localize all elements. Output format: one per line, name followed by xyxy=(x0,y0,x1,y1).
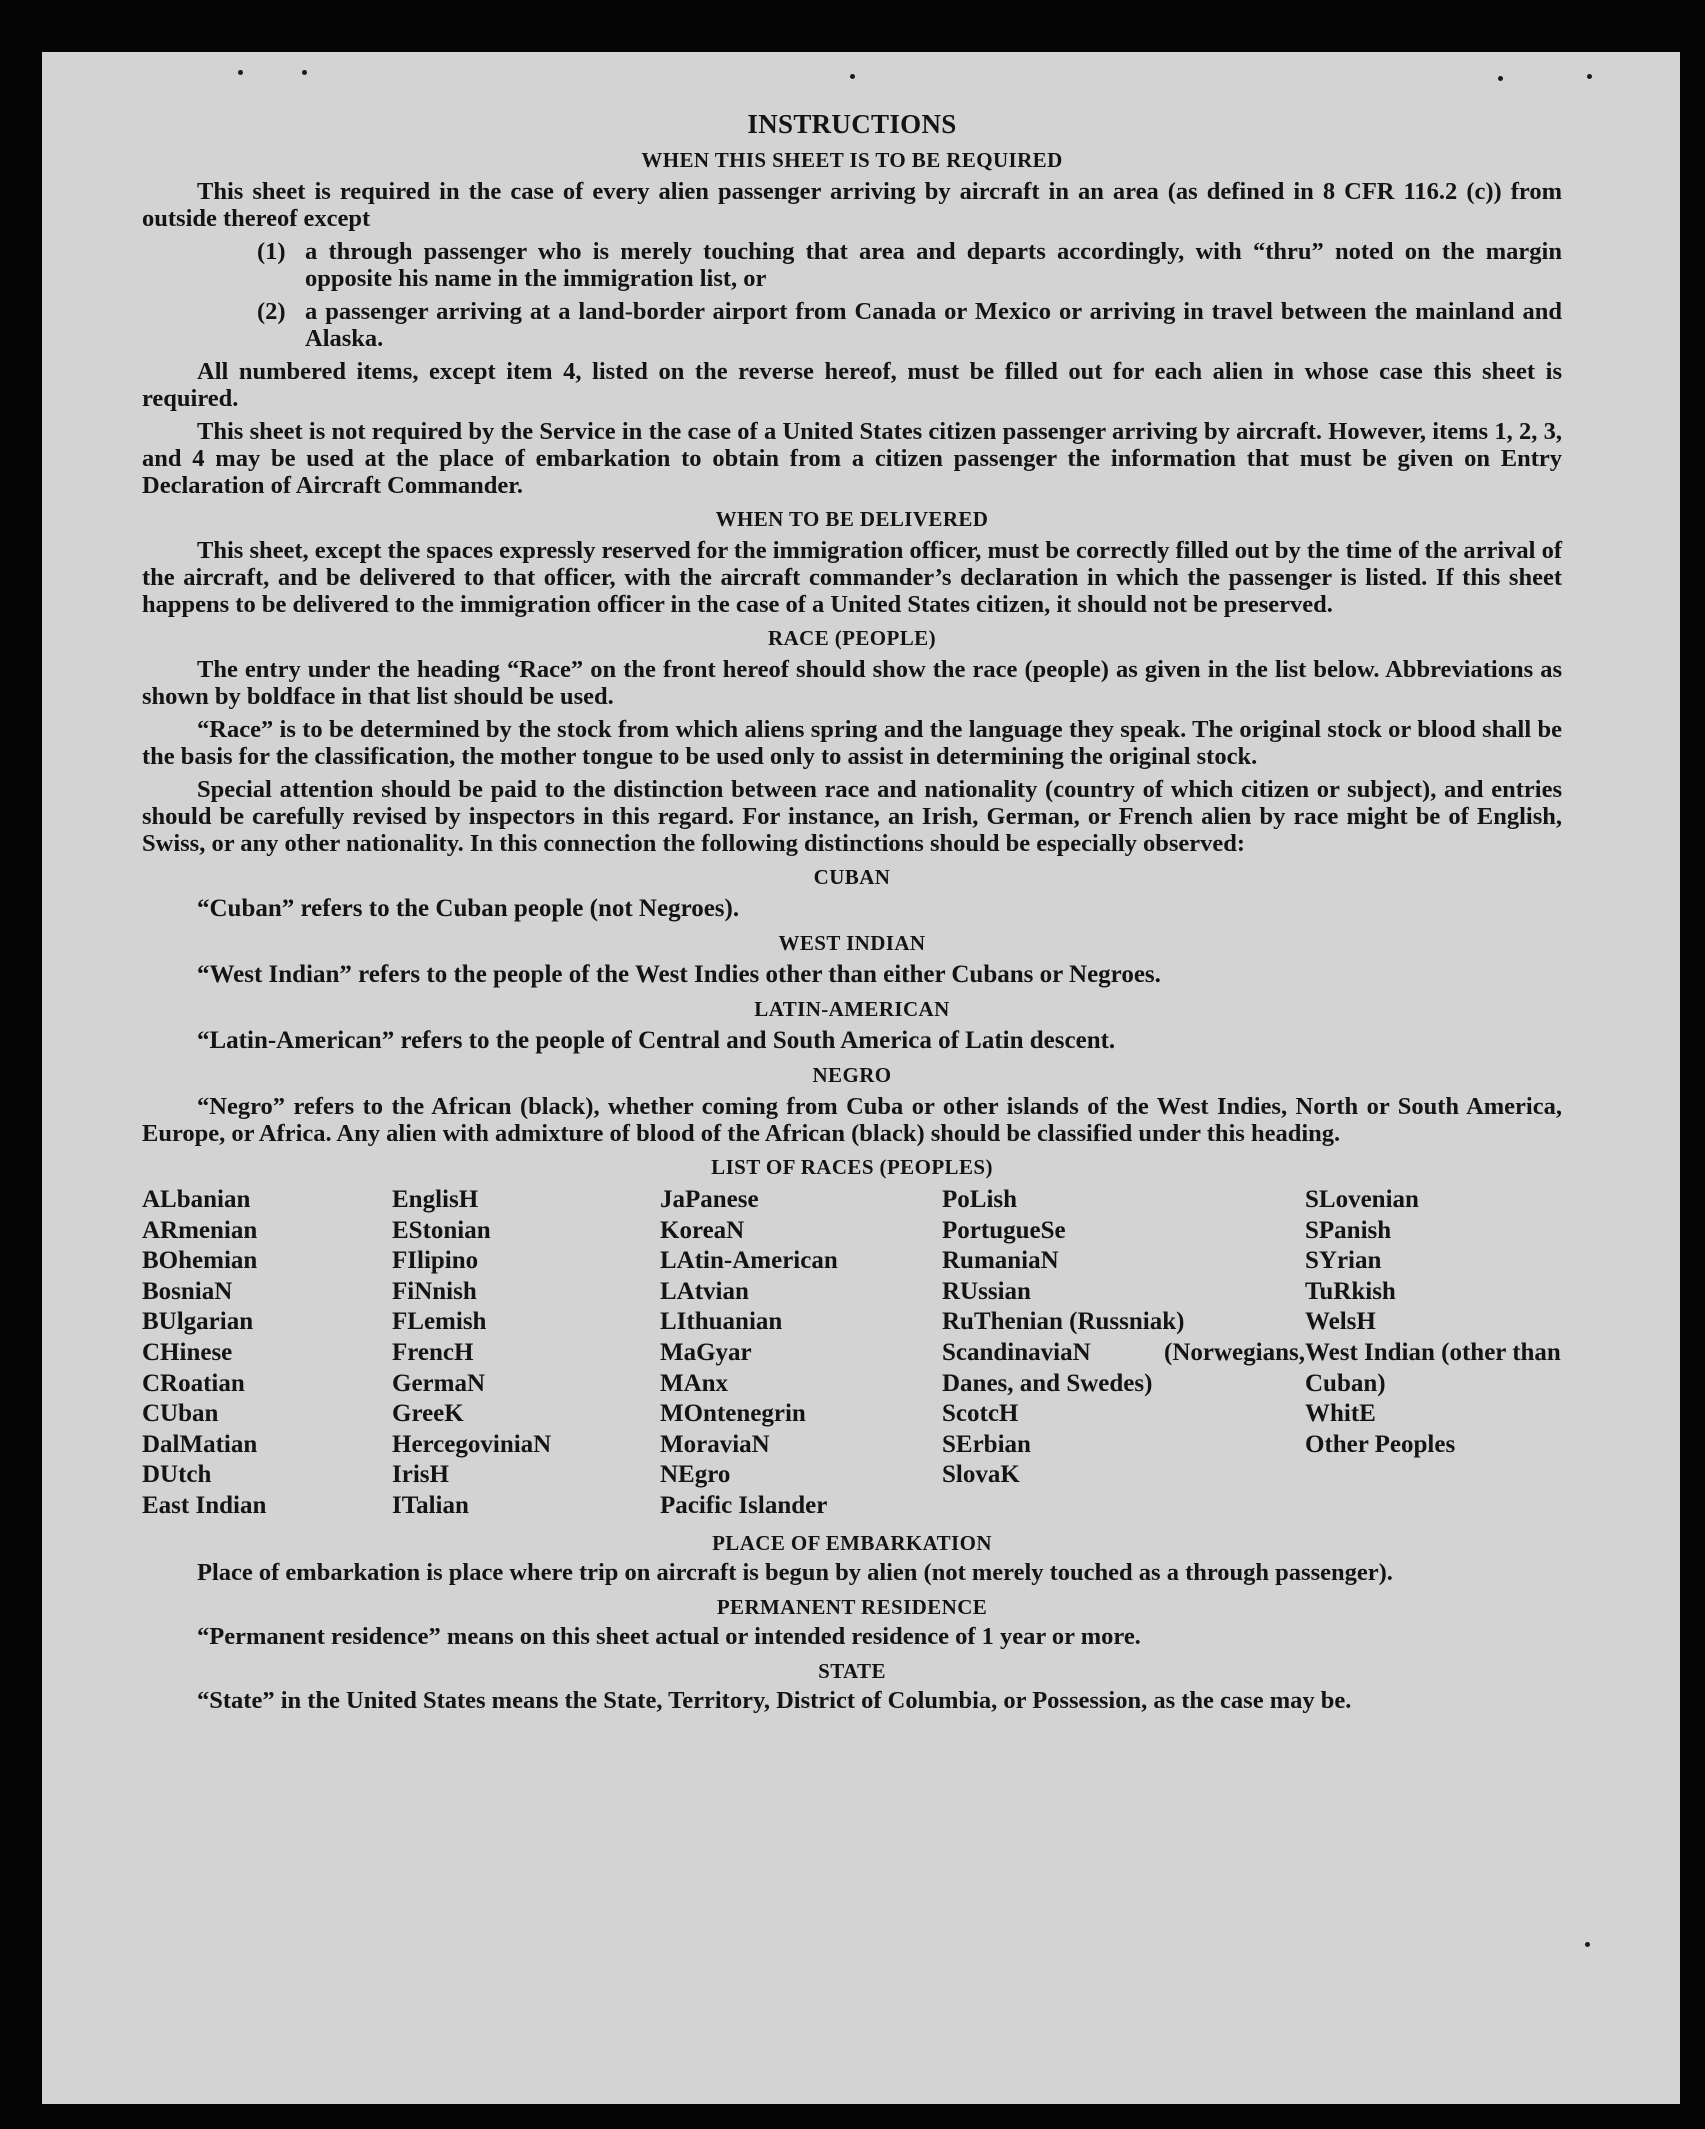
race-entry: NEgro xyxy=(660,1461,731,1489)
item-number: (1) xyxy=(257,238,286,265)
race-entry: MOntenegrin xyxy=(660,1400,806,1428)
item-text: a through passenger who is merely touching that area and departs accordingly, with “thru” noted on the margin opposite his name in the immigration list, or xyxy=(305,238,1562,292)
exception-item xyxy=(142,298,1562,352)
race-entry: Pacific Islander xyxy=(660,1491,828,1519)
race-entry: BOhemian xyxy=(142,1247,258,1275)
definition-text: “West Indian” refers to the people of the West Indies other than either Cubans or Negroes. xyxy=(197,961,1161,988)
item-text: a passenger arriving at a land-border airport from Canada or Mexico or arriving in travel between the mainland and Alaska. xyxy=(305,298,1562,352)
race-entry: DalMatian xyxy=(142,1430,258,1458)
instructions-content xyxy=(142,108,1562,1720)
page-title: INSTRUCTIONS xyxy=(747,109,957,139)
race-column xyxy=(942,1185,1305,1522)
section-heading-when-delivered: WHEN TO BE DELIVERED xyxy=(715,507,989,531)
race-entry: BUlgarian xyxy=(142,1308,254,1336)
section-heading-list-of-races: LIST OF RACES (PEOPLES) xyxy=(711,1155,993,1179)
section-heading-when-required: WHEN THIS SHEET IS TO BE REQUIRED xyxy=(641,148,1063,172)
race-entry: ScotcH xyxy=(942,1400,1019,1428)
punch-mark xyxy=(1587,74,1592,79)
paragraph: “Negro” refers to the African (black), whether coming from Cuba or other islands of the West Indies, North or South America, Europe, or Africa. Any alien with admixture of blood of the African (black) should be classified under this heading. xyxy=(142,1093,1562,1147)
race-entry: SErbian xyxy=(942,1430,1031,1458)
list-of-races xyxy=(142,1185,1562,1522)
race-entry: East Indian xyxy=(142,1491,267,1519)
race-entry: GreeK xyxy=(392,1400,464,1428)
race-column xyxy=(142,1185,392,1522)
race-entry: JaPanese xyxy=(660,1186,759,1213)
race-entry: MAnx xyxy=(660,1369,729,1397)
race-entry: EnglisH xyxy=(392,1186,479,1213)
punch-mark xyxy=(302,70,307,75)
race-entry: Other Peoples xyxy=(1305,1430,1456,1458)
paragraph: All numbered items, except item 4, listed on the reverse hereof, must be filled out for each alien in whose case this sheet is required. xyxy=(142,358,1562,412)
race-entry: RumaniaN xyxy=(942,1247,1059,1275)
punch-mark xyxy=(850,74,855,79)
race-entry: EStonian xyxy=(392,1216,491,1244)
race-entry: IrisH xyxy=(392,1461,449,1489)
race-entry: WhitE xyxy=(1305,1400,1376,1428)
race-entry: BosniaN xyxy=(142,1277,233,1305)
race-entry: LIthuanian xyxy=(660,1308,783,1336)
section-heading-permanent-residence: PERMANENT RESIDENCE xyxy=(716,1594,988,1619)
paragraph: This sheet, except the spaces expressly reserved for the immigration officer, must be correctly filled out by the time of the arrival of the aircraft, and be delivered to that officer, with the aircraft commander’s declaration in which the passenger is listed. If this sheet happens to be delivered to the immigration officer in the case of a United States citizen, it should not be preserved. xyxy=(142,537,1562,618)
race-column xyxy=(1305,1185,1562,1522)
race-entry: RUssian xyxy=(942,1277,1031,1305)
paragraph: Special attention should be paid to the distinction between race and nationality (country of which citizen or subject), and entries should be carefully revised by inspectors in this regard. For instance, an Irish, German, or French alien by race might be of English, Swiss, or any other nationality. In this connection the following distinctions should be especially observed: xyxy=(142,776,1562,857)
race-entry: DUtch xyxy=(142,1461,212,1489)
race-entry: KoreaN xyxy=(660,1216,745,1244)
section-heading-negro: NEGRO xyxy=(812,1063,892,1087)
punch-mark xyxy=(1498,76,1503,81)
paragraph: This sheet is not required by the Service in the case of a United States citizen passenger arriving by aircraft. However, items 1, 2, 3, and 4 may be used at the place of embarkation to obtain from a citizen passenger the information that must be given on Entry Declaration of Aircraft Commander. xyxy=(142,418,1562,499)
paragraph: “Race” is to be determined by the stock from which aliens spring and the language they speak. The original stock or blood shall be the basis for the classification, the mother tongue to be used only to assist in determining the original stock. xyxy=(142,716,1562,770)
race-entry: MoraviaN xyxy=(660,1430,770,1458)
definition-text: “Latin-American” refers to the people of Central and South America of Latin descent. xyxy=(197,1027,1116,1054)
document-sheet xyxy=(42,52,1680,2104)
race-entry: TuRkish xyxy=(1305,1277,1396,1305)
race-entry: FiNnish xyxy=(392,1277,477,1305)
section-heading-state: STATE xyxy=(818,1658,886,1683)
race-entry: SPanish xyxy=(1305,1216,1392,1244)
section-heading-cuban: CUBAN xyxy=(813,865,891,889)
race-entry: LAtvian xyxy=(660,1277,749,1305)
definition-text: “Cuban” refers to the Cuban people (not Negroes). xyxy=(197,895,740,922)
race-entry: SLovenian xyxy=(1305,1186,1419,1213)
race-entry: FrencH xyxy=(392,1338,474,1366)
section-heading-west-indian: WEST INDIAN xyxy=(778,931,926,955)
race-entry: RuThenian (Russniak) xyxy=(942,1308,1185,1336)
race-entry: GermaN xyxy=(392,1369,486,1397)
race-entry: CRoatian xyxy=(142,1369,245,1397)
exception-item xyxy=(142,238,1562,292)
race-entry: ARmenian xyxy=(142,1216,258,1244)
race-entry: PoLish xyxy=(942,1186,1018,1213)
paragraph: This sheet is required in the case of every alien passenger arriving by aircraft in an area (as defined in 8 CFR 116.2 (c)) from outside thereof except xyxy=(142,178,1562,232)
race-entry: CUban xyxy=(142,1400,219,1428)
race-entry: LAtin-American xyxy=(660,1247,838,1275)
paragraph: “State” in the United States means the State, Territory, District of Columbia, or Possession, as the case may be. xyxy=(197,1686,1352,1714)
race-column xyxy=(392,1185,660,1522)
item-number: (2) xyxy=(257,298,286,325)
section-heading-place-of-embarkation: PLACE OF EMBARKATION xyxy=(712,1530,992,1555)
race-entry: HercegoviniaN xyxy=(392,1430,552,1458)
race-entry: SlovaK xyxy=(942,1461,1020,1489)
race-entry: CHinese xyxy=(142,1338,233,1366)
race-entry: FIlipino xyxy=(392,1247,479,1275)
paragraph: The entry under the heading “Race” on the front hereof should show the race (people) as given in the list below. Abbreviations as shown by boldface in that list should be used. xyxy=(142,656,1562,710)
punch-mark xyxy=(238,70,243,75)
race-entry: ALbanian xyxy=(142,1186,251,1213)
race-entry: West Indian (other than Cuban) xyxy=(1305,1338,1561,1397)
paragraph: Place of embarkation is place where trip on aircraft is begun by alien (not merely touched as a through passenger). xyxy=(197,1558,1393,1586)
race-entry: FLemish xyxy=(392,1308,487,1336)
punch-mark xyxy=(1585,1942,1590,1947)
race-entry: MaGyar xyxy=(660,1338,752,1366)
race-entry: WelsH xyxy=(1305,1308,1376,1336)
race-entry: PortugueSe xyxy=(942,1216,1066,1244)
race-entry: ScandinaviaN (Norwegians, Danes, and Swedes) xyxy=(942,1338,1305,1397)
race-column xyxy=(660,1185,942,1522)
race-entry: SYrian xyxy=(1305,1247,1382,1275)
section-heading-latin-american: LATIN-AMERICAN xyxy=(754,997,950,1021)
paragraph: “Permanent residence” means on this sheet actual or intended residence of 1 year or more. xyxy=(197,1622,1141,1650)
section-heading-race: RACE (PEOPLE) xyxy=(768,626,936,650)
race-entry: ITalian xyxy=(392,1491,469,1519)
